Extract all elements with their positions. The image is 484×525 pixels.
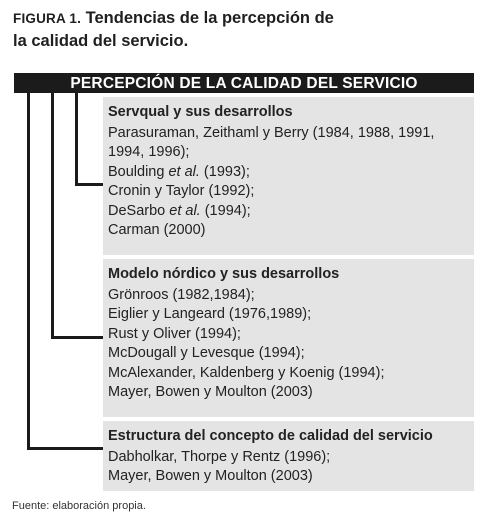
connector-horizontal-1 [75, 183, 103, 186]
group-box-nordic [103, 259, 474, 417]
entry-text: (1994); [200, 202, 251, 219]
group-entry: Cronin y Taylor (1992); [108, 183, 255, 199]
group-entry: Eiglier y Langeard (1976,1989); [108, 306, 312, 322]
group-title: Estructura del concepto de calidad del servicio [108, 428, 433, 444]
connector-vertical-2 [51, 93, 54, 339]
group-entry: Grönroos (1982,1984); [108, 286, 255, 303]
header-bar [14, 73, 474, 93]
group-title: Modelo nórdico y sus desarrollos [108, 266, 340, 282]
entry-text: Boulding [108, 163, 169, 180]
figure-title-line1: Tendencias de la percepción de [85, 9, 334, 27]
group-entry: 1994, 1996); [108, 144, 190, 160]
group-entry: Rust y Oliver (1994); [108, 325, 241, 342]
connector-vertical-3 [27, 93, 30, 450]
group-entry: McDougall y Levesque (1994); [108, 345, 305, 361]
group-entry: Parasuraman, Zeithaml y Berry (1984, 1988, 1991, [108, 124, 435, 141]
source-note: Fuente: elaboración propia. [12, 500, 146, 512]
group-entry: Dabholkar, Thorpe y Rentz (1996); [108, 448, 331, 465]
group-entry [108, 202, 474, 222]
connector-vertical-1 [75, 93, 78, 186]
group-entry: Carman (2000) [108, 222, 206, 238]
group-box-structure [103, 421, 474, 491]
group-entry: Mayer, Bowen y Moulton (2003) [108, 384, 313, 400]
entry-text: DeSarbo [108, 202, 170, 219]
figure-title-line2: la calidad del servicio. [13, 32, 189, 50]
connector-horizontal-3 [27, 447, 103, 450]
group-entry: Mayer, Bowen y Moulton (2003) [108, 468, 313, 484]
entry-italic: et al. [168, 163, 200, 180]
group-title: Servqual y sus desarrollos [108, 104, 293, 120]
group-entry: McAlexander, Kaldenberg y Koenig (1994); [108, 364, 385, 381]
figure-label: FIGURA 1. [13, 11, 82, 26]
figure-title [13, 7, 413, 53]
group-box-servqual [103, 97, 474, 255]
group-entry [108, 163, 474, 183]
connector-horizontal-2 [51, 336, 103, 339]
entry-text: (1993); [199, 163, 250, 180]
entry-italic: et al. [169, 202, 201, 219]
header-label: PERCEPCIÓN DE LA CALIDAD DEL SERVICIO [70, 75, 418, 92]
